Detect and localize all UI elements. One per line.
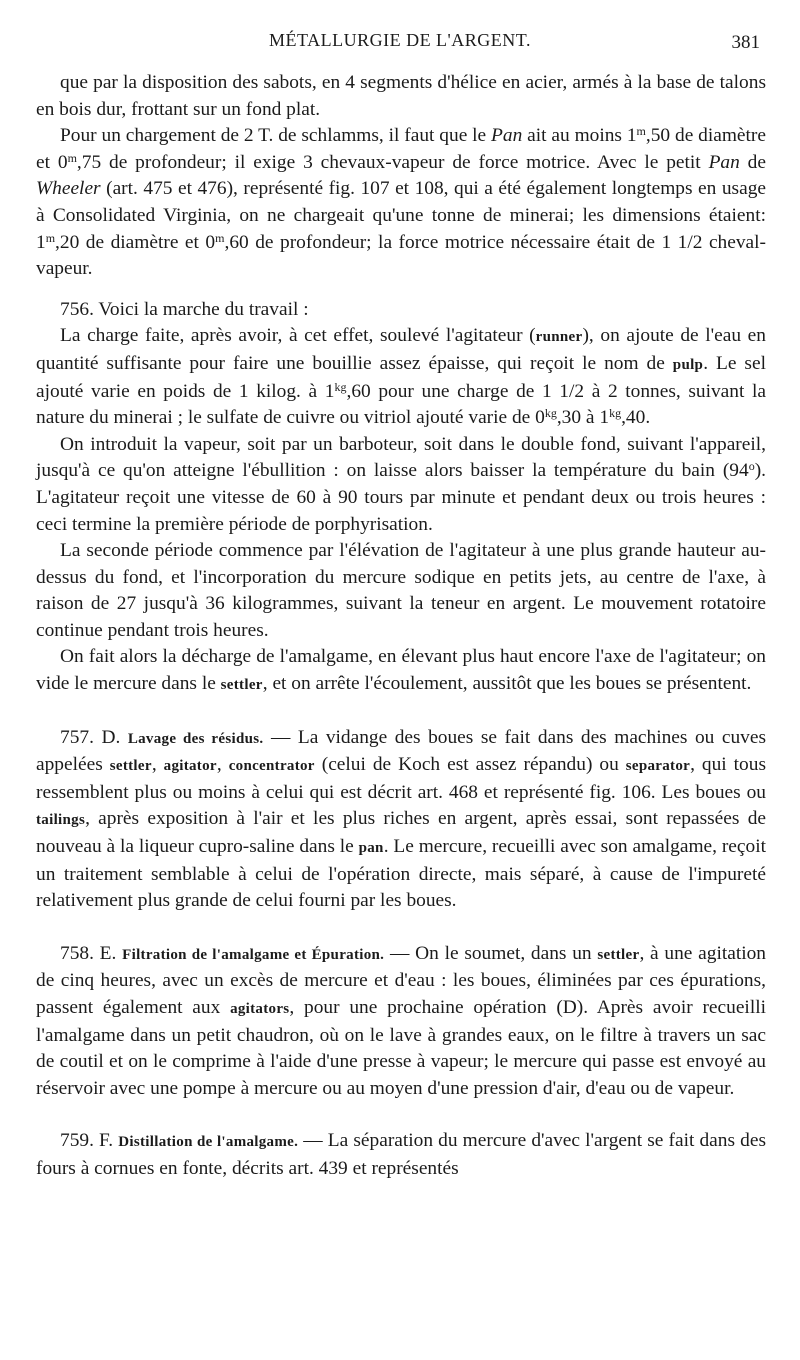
text-run: ,40. <box>621 407 651 429</box>
paragraph-p1 <box>36 70 766 123</box>
text-run: . Le mercure, recueilli avec son amalgame, reçoit un traitement semblable à celui de l'opération directe, mais séparé, à cause de l'impureté relativement plus grande de celui fourni par les boues. <box>36 836 766 912</box>
bold-term: concentrator <box>228 758 315 775</box>
bold-term: Filtration de l'amalgame et Épuration. <box>122 946 385 963</box>
superscript: m <box>45 230 56 245</box>
text-run: On introduit la vapeur, soit par un barboteur, soit dans le double fond, suivant l'appareil, jusqu'à ce qu'on atteigne l'ébullition : on laisse alors baisser la température du bain (94 <box>36 433 766 482</box>
body-text <box>36 70 766 1183</box>
text-run: (art. 475 et 476), représenté fig. 107 et 108, qui a été également longtemps en usage à Consolidated Virginia, on ne chargeait qu'une tonne de minerai; les dimensions étaient: 1 <box>36 178 766 253</box>
text-run: , pour une prochaine opération (D). Après avoir recueilli l'amalgame dans un petit chaudron, où on le lave à grandes eaux, on le filtre à travers un sac de coutil et on le comprime à l'aide d'une presse à vapeur; le mercure qui passe est envoyé au réservoir avec une pompe à mercure ou au moyen d'une pression d'air, d'eau ou de vapeur. <box>36 997 766 1099</box>
text-run: , <box>151 754 164 776</box>
text-run: ,30 à 1 <box>556 407 610 429</box>
bold-term: runner <box>535 329 583 346</box>
text-run: que par la disposition des sabots, en 4 segments d'hélice en acier, armés à la base de talons en bois dur, frottant sur un fond plat. <box>36 72 766 120</box>
paragraph-p3 <box>36 297 766 324</box>
text-run: 758. E. <box>60 942 123 964</box>
text-run: La charge faite, après avoir, à cet effet, soulevé l'agitateur ( <box>60 325 536 347</box>
italic-term: Wheeler <box>36 178 101 200</box>
text-run: , à une agitation de cinq heures, avec un excès de mercure et d'eau : les boues, éliminées par ces épurations, passent également aux <box>36 942 767 1018</box>
superscript: m <box>215 230 225 245</box>
text-run: ). L'agitateur reçoit une vitesse de 60 à 90 tours par minute et pendant deux ou trois heures : ceci termine la première période de porphyrisation. <box>36 460 766 535</box>
bold-term: pan <box>358 840 384 857</box>
text-run: ), on ajoute de l'eau en quantité suffisante pour faire une bouillie assez épaisse, qui reçoit le nom de <box>36 325 766 374</box>
superscript: kg <box>609 406 622 421</box>
paragraph-p5 <box>36 432 766 538</box>
running-header <box>0 30 800 54</box>
text-run: ait au moins 1 <box>522 125 637 147</box>
bold-term: separator <box>625 758 691 775</box>
text-run: , <box>216 754 229 776</box>
bold-term: Lavage des résidus. <box>127 730 264 747</box>
text-run: La seconde période commence par l'élévation de l'agitateur à une plus grande hauteur au-dessus du fond, et l'incorporation du mercure sodique en petits jets, au centre de l'axe, à raison de 27 jusqu'à 36 kilogrammes, suivant la teneur en argent. Le mouvement rotatoire continue pendant trois heures. <box>36 540 766 641</box>
bold-term: settler <box>597 946 640 963</box>
em-dash: — <box>384 942 416 964</box>
running-title: MÉTALLURGIE DE L'ARGENT. <box>269 30 531 50</box>
paragraph-p9 <box>36 941 766 1103</box>
paragraph-p4 <box>36 323 766 431</box>
bold-term: settler <box>109 758 152 775</box>
text-run: On le soumet, dans un <box>415 942 598 964</box>
text-run: . Le sel ajouté varie en poids de 1 kilog. à 1 <box>36 352 766 402</box>
text-run: ,20 de diamètre et 0 <box>55 231 216 253</box>
bold-term: pulp <box>672 356 704 373</box>
italic-term: Pan <box>491 125 523 147</box>
em-dash: — <box>263 726 298 748</box>
text-run: ,75 de profondeur; il exige 3 chevaux-vapeur de force motrice. Avec le petit <box>76 151 709 173</box>
text-run: ,60 pour une charge de 1 1/2 à 2 tonnes, suivant la nature du minerai ; le sulfate de cuivre ou vitriol ajouté varie de 0 <box>36 380 766 429</box>
text-run: 756. Voici la marche du travail : <box>60 298 309 320</box>
text-run: , après exposition à l'air et les plus riches en argent, après essai, sont repassées de nouveau à la liqueur cupro-saline dans le <box>36 808 766 858</box>
text-run: (celui de Koch est assez répandu) ou <box>314 754 626 776</box>
paragraph-p10 <box>36 1128 766 1182</box>
superscript: kg <box>544 406 557 421</box>
paragraph-p8 <box>36 725 766 915</box>
text-run: , et on arrête l'écoulement, aussitôt que les boues se présentent. <box>262 673 752 695</box>
text-run: La séparation du mercure d'avec l'argent se fait dans des fours à cornues en fonte, décrits art. 439 et représentés <box>36 1130 766 1179</box>
italic-term: Pan <box>708 151 740 173</box>
superscript: m <box>67 150 77 165</box>
text-run: Pour un chargement de 2 T. de schlamms, il faut que le <box>60 125 492 147</box>
superscript: o <box>748 459 755 474</box>
bold-term: settler <box>220 677 263 694</box>
paragraph-p7 <box>36 644 766 698</box>
text-run: 759. F. <box>60 1130 119 1152</box>
bold-term: tailings <box>36 812 86 829</box>
text-run: On fait alors la décharge de l'amalgame, en élevant plus haut encore l'axe de l'agitateur; on vide le mercure dans le <box>36 646 766 695</box>
text-run: ,50 de diamètre et 0 <box>36 125 766 173</box>
text-run: de <box>739 151 766 173</box>
paragraph-p6 <box>36 538 766 644</box>
page-number: 381 <box>731 32 760 53</box>
text-run: La vidange des boues se fait dans des machines ou cuves appelées <box>36 726 767 776</box>
text-run: 757. D. <box>60 726 128 748</box>
bold-term: Distillation de l'amalgame. <box>118 1134 299 1151</box>
paragraph-p2 <box>36 123 766 283</box>
bold-term: agitator <box>163 758 217 775</box>
em-dash: — <box>298 1130 328 1152</box>
bold-term: agitators <box>230 1001 290 1017</box>
superscript: kg <box>334 379 347 394</box>
text-run: ,60 de profondeur; la force motrice nécessaire était de 1 1/2 cheval-vapeur. <box>36 231 766 280</box>
superscript: m <box>636 124 646 139</box>
text-run: , qui tous ressemblent plus ou moins à celui qui est décrit art. 468 et représenté fig. 106. Les boues ou <box>36 754 766 803</box>
